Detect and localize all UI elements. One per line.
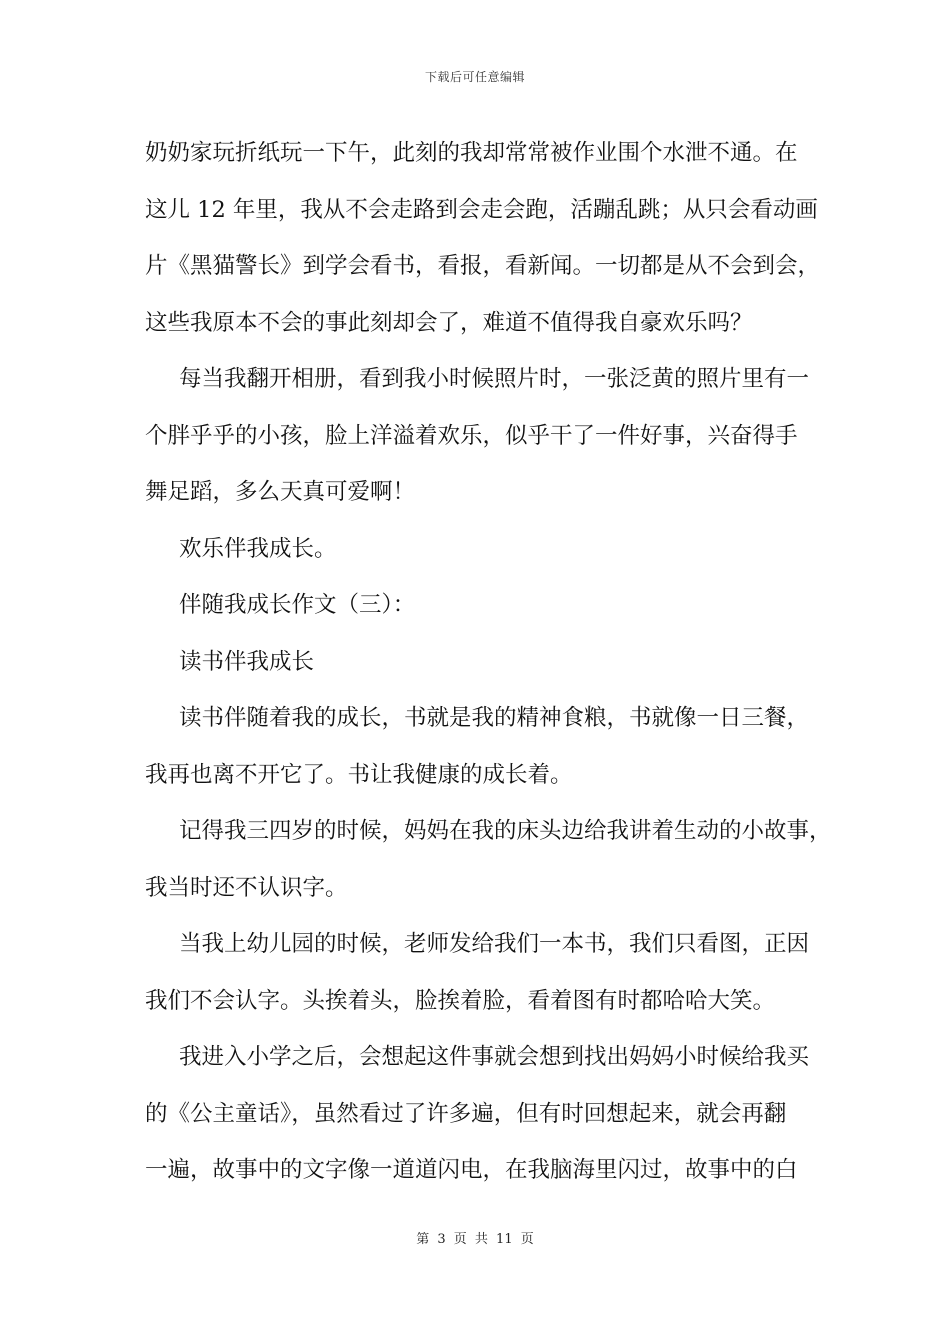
- page-footer: 第 3 页 共 11 页: [416, 1232, 534, 1247]
- document-body: [145, 131, 832, 1205]
- page-header: 下载后可任意编辑: [424, 70, 525, 84]
- text-line: 欢乐伴我成长。: [179, 535, 337, 562]
- text-line: 的《公主童话》，虽然看过了许多遍，但有时回想起来，就会再翻: [145, 1100, 787, 1127]
- text-line: 读书伴我成长: [179, 648, 315, 675]
- text-line: 奶奶家玩折纸玩一下午，此刻的我却常常被作业围个水泄不通。在: [145, 140, 798, 166]
- text-line: 我们不会认字。头挨着头，脸挨着脸，看着图有时都哈哈大笑。: [145, 987, 776, 1014]
- text-line: 个胖乎乎的小孩，脸上洋溢着欢乐，似乎干了一件好事，兴奋得手: [145, 422, 798, 449]
- text-line: 记得我三四岁的时候，妈妈在我的床头边给我讲着生动的小故事，: [179, 818, 832, 844]
- text-line: 我再也离不开它了。书让我健康的成长着。: [145, 761, 573, 788]
- text-line: 每当我翻开相册，看到我小时候照片时，一张泛黄的照片里有一: [179, 366, 810, 392]
- text-line: 读书伴随着我的成长，书就是我的精神食粮，书就像一日三餐，: [179, 705, 810, 731]
- text-line: 我当时还不认识字。: [145, 874, 348, 901]
- text-line: 舞足蹈，多么天真可爱啊！: [145, 479, 416, 505]
- text-line: 我进入小学之后，会想起这件事就会想到找出妈妈小时候给我买: [179, 1044, 810, 1070]
- text-line: 片《黑猫警长》到学会看书，看报，看新闻。一切都是从不会到会，: [145, 253, 821, 279]
- text-line: 伴随我成长作文（三）：: [179, 592, 416, 618]
- text-line: 一遍，故事中的文字像一道道闪电，在我脑海里闪过，故事中的白: [145, 1157, 798, 1183]
- text-line: 当我上幼儿园的时候，老师发给我们一本书，我们只看图，正因: [179, 931, 810, 957]
- text-line: 这儿 12 年里，我从不会走路到会走会跑，活蹦乱跳；从只会看动画: [145, 196, 818, 223]
- text-line: 这些我原本不会的事此刻却会了，难道不值得我自豪欢乐吗？: [145, 309, 753, 336]
